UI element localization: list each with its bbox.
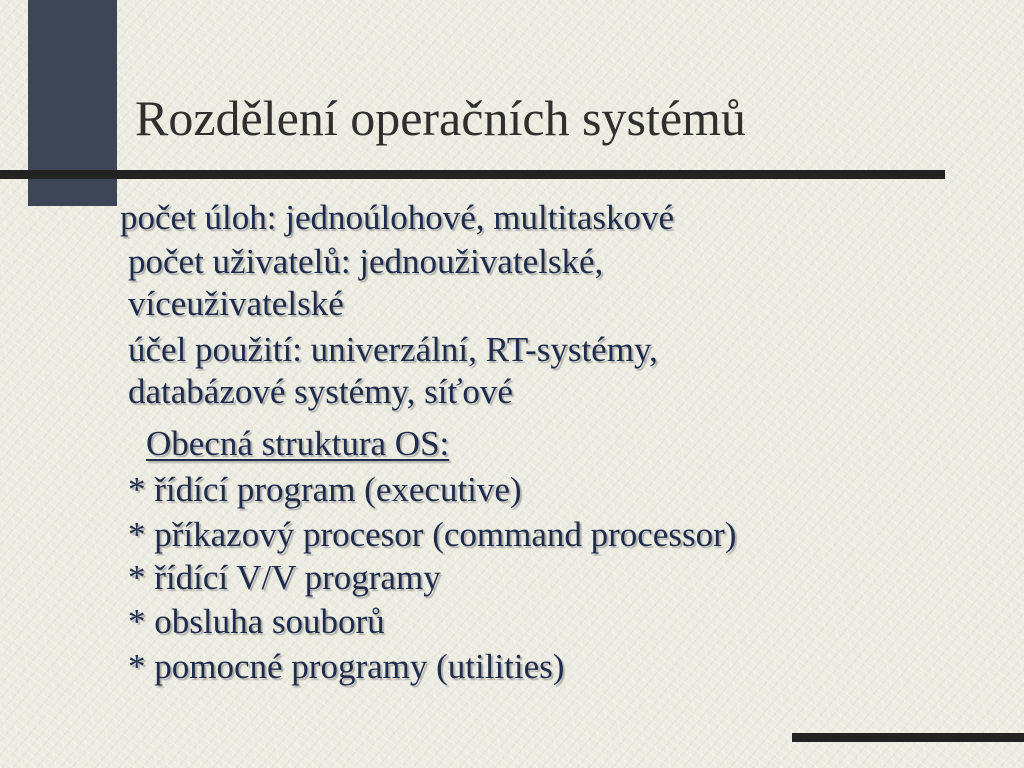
classification-line: víceuživatelské [128,284,344,323]
structure-heading: Obecná struktura OS: [146,424,450,463]
classification-line: počet úloh: jednoúlohové, multitaskové [120,198,675,237]
title-divider-rule [0,170,945,179]
structure-item: * příkazový procesor (command processor) [128,515,737,554]
footer-rule [792,733,1024,742]
slide-title: Rozdělení operačních systémů [135,90,746,146]
structure-item: * řídící program (executive) [128,470,522,509]
classification-line: účel použití: univerzální, RT-systémy, [128,330,658,369]
structure-item: * obsluha souborů [128,602,385,641]
classification-line: databázové systémy, síťové [128,372,513,411]
structure-item: * řídící V/V programy [128,558,441,597]
structure-item: * pomocné programy (utilities) [128,647,565,686]
classification-line: počet uživatelů: jednouživatelské, [128,242,604,281]
